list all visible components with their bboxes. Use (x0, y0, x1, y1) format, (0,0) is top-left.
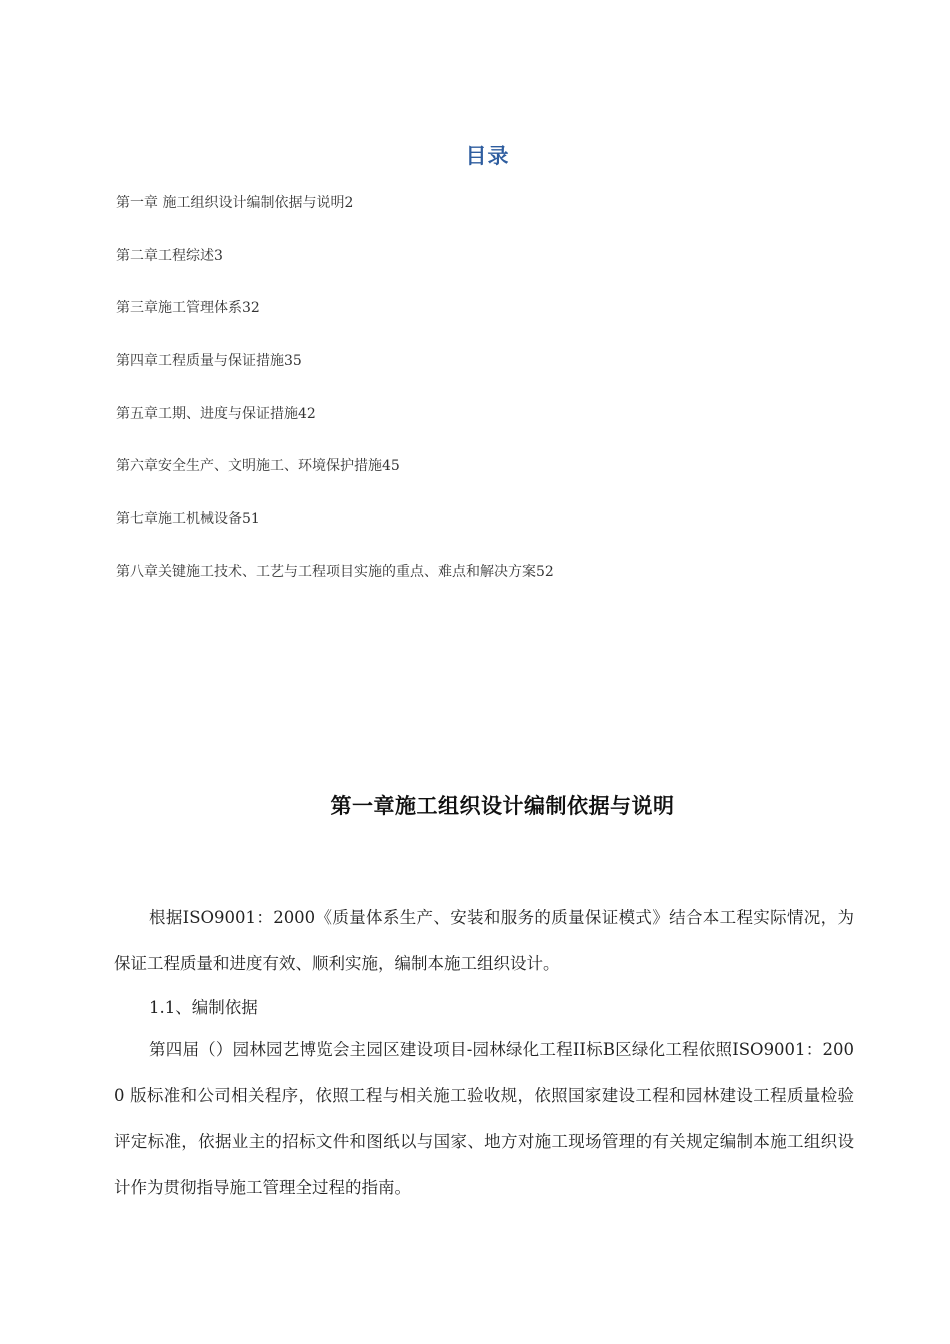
toc-item-6[interactable]: 第六章安全生产、文明施工、环境保护措施45 (116, 458, 400, 475)
toc-list (116, 192, 876, 614)
toc-item-5[interactable]: 第五章工期、进度与保证措施42 (116, 405, 316, 422)
section-heading-block (114, 985, 854, 1031)
chapter-title: 第一章施工组织设计编制依据与说明 (330, 793, 675, 818)
section-heading: 1.1、编制依据 (149, 998, 258, 1017)
section-body-block (114, 1027, 854, 1211)
intro-paragraph (114, 895, 854, 987)
toc-item-3[interactable]: 第三章施工管理体系32 (116, 300, 260, 317)
toc-item-2[interactable]: 第二章工程综述3 (116, 247, 223, 264)
toc-item-4[interactable]: 第四章工程质量与保证措施35 (116, 353, 302, 370)
toc-title: 目录 (465, 143, 510, 168)
section-body: 第四届（）园林园艺博览会主园区建设项目-园林绿化工程II标B区绿化工程依照ISO9001：2000 版标准和公司相关程序，依照工程与相关施工验收规，依照国家建设工程和园林建设工程质量检验评定标准，依据业主的招标文件和图纸以与国家、地方对施工现场管理的有关规定编制本施工组织设计作为贯彻指导施工管理全过程的指南。 (114, 1040, 854, 1197)
toc-item-1[interactable]: 第一章 施工组织设计编制依据与说明2 (116, 195, 354, 211)
toc-item-7[interactable]: 第七章施工机械设备51 (116, 511, 260, 528)
toc-item-8[interactable]: 第八章关键施工技术、工艺与工程项目实施的重点、难点和解决方案52 (116, 563, 554, 580)
intro-text: 根据ISO9001：2000《质量体系生产、安装和服务的质量保证模式》结合本工程实际情况，为保证工程质量和进度有效、顺利实施，编制本施工组织设计。 (114, 908, 854, 973)
